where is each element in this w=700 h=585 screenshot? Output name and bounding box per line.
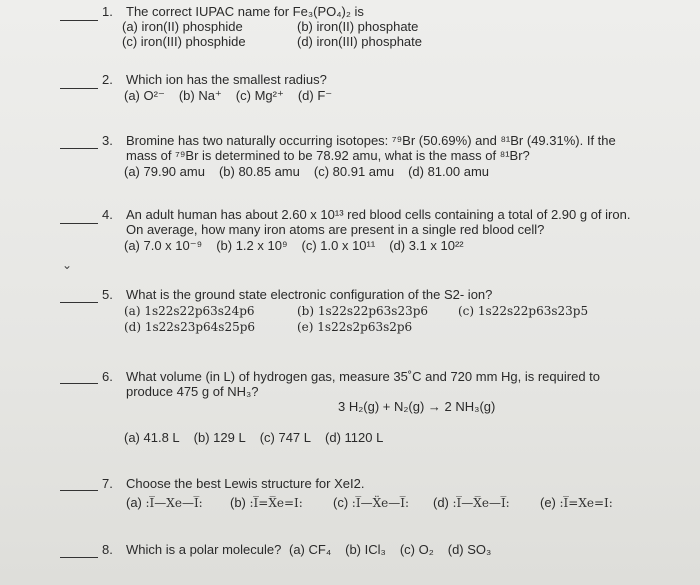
q2-option-c: (c) Mg²⁺ bbox=[235, 88, 284, 103]
q4-option-b: (b) 1.2 x 10⁹ bbox=[216, 238, 288, 253]
q8-option-c: (c) O₂ bbox=[399, 542, 434, 557]
q4-option-a: (a) 7.0 x 10⁻⁹ bbox=[124, 238, 203, 253]
answer-blank-1[interactable] bbox=[60, 20, 98, 21]
option-letter: (b) bbox=[230, 495, 246, 510]
question-3 bbox=[102, 133, 616, 148]
q1-option-d: (d) iron(III) phosphate bbox=[297, 34, 423, 49]
q3-option-b: (b) 80.85 amu bbox=[218, 164, 300, 179]
question-number: 1. bbox=[102, 4, 113, 19]
option-letter: (a) bbox=[126, 495, 142, 510]
lewis-structure-a: :I̅—Xe—I̅: bbox=[145, 496, 203, 510]
question-text-line-2: On average, how many iron atoms are present in a single red blood cell? bbox=[126, 222, 545, 237]
option-letter: (c) bbox=[333, 495, 349, 510]
q5-option-a: (a) 1s22s22p63s24p6 bbox=[124, 304, 255, 318]
lewis-structure-e: :I̅=Xe=I: bbox=[559, 496, 613, 510]
q6-options bbox=[124, 430, 397, 445]
q4-option-d: (d) 3.1 x 10²² bbox=[389, 238, 464, 253]
question-text-line-1: What volume (in L) of hydrogen gas, measure 35˚C and 720 mm Hg, is required to bbox=[126, 369, 601, 384]
lewis-structure-b: :I̅=X̅e=I: bbox=[249, 496, 303, 510]
question-text-line-1: Bromine has two naturally occurring isotopes: ⁷⁹Br (50.69%) and ⁸¹Br (49.31%). If the bbox=[126, 133, 616, 148]
q3-options bbox=[124, 164, 503, 179]
q5-option-d: (d) 1s22s23p64s25p6 bbox=[124, 320, 256, 334]
answer-blank-7[interactable] bbox=[60, 490, 98, 491]
q6-option-a: (a) 41.8 L bbox=[124, 430, 180, 445]
q6-option-b: (b) 129 L bbox=[193, 430, 246, 445]
q8-option-b: (b) ICl₃ bbox=[345, 542, 386, 557]
question-text-line-2: mass of ⁷⁹Br is determined to be 78.92 amu, what is the mass of ⁸¹Br? bbox=[126, 148, 530, 163]
question-text: Which ion has the smallest radius? bbox=[126, 72, 327, 87]
question-text-line-1: An adult human has about 2.60 x 10¹³ red blood cells containing a total of 2.90 g of iron. bbox=[126, 207, 631, 222]
question-1 bbox=[102, 4, 364, 19]
q2-option-a: (a) O²⁻ bbox=[124, 88, 165, 103]
q7-option-c bbox=[333, 495, 409, 511]
question-text: Which is a polar molecule? bbox=[126, 542, 282, 557]
q6-option-c: (c) 747 L bbox=[259, 430, 312, 445]
question-4 bbox=[102, 207, 630, 222]
question-number: 8. bbox=[102, 542, 113, 557]
q6-option-d: (d) 1120 L bbox=[325, 430, 384, 445]
q1-option-b: (b) iron(II) phosphate bbox=[297, 19, 419, 34]
question-7 bbox=[102, 476, 364, 491]
question-text: The correct IUPAC name for Fe₃(PO₄)₂ is bbox=[126, 4, 364, 19]
q8-option-a: (a) CF₄ bbox=[288, 542, 332, 557]
answer-blank-3[interactable] bbox=[60, 148, 98, 149]
q1-option-c: (c) iron(III) phosphide bbox=[122, 34, 246, 49]
q3-option-d: (d) 81.00 amu bbox=[408, 164, 490, 179]
question-number: 6. bbox=[102, 369, 113, 384]
q2-option-d: (d) F⁻ bbox=[297, 88, 333, 103]
answer-blank-8[interactable] bbox=[60, 557, 98, 558]
q2-option-b: (b) Na⁺ bbox=[178, 88, 222, 103]
question-number: 4. bbox=[102, 207, 113, 222]
question-number: 7. bbox=[102, 476, 113, 491]
q7-option-b bbox=[230, 495, 303, 511]
question-text: Choose the best Lewis structure for XeI2. bbox=[126, 476, 365, 491]
question-text-line-2: produce 475 g of NH₃? bbox=[126, 384, 259, 399]
question-number: 5. bbox=[102, 287, 113, 302]
question-6 bbox=[102, 369, 600, 384]
question-number: 3. bbox=[102, 133, 113, 148]
q4-options bbox=[124, 238, 478, 253]
q1-option-a: (a) iron(II) phosphide bbox=[122, 19, 243, 34]
answer-blank-6[interactable] bbox=[60, 383, 98, 384]
answer-blank-5[interactable] bbox=[60, 302, 98, 303]
q4-option-c: (c) 1.0 x 10¹¹ bbox=[301, 238, 376, 253]
q5-option-c: (c) 1s22s22p63s23p5 bbox=[458, 304, 589, 318]
q8-option-d: (d) SO₃ bbox=[447, 542, 492, 557]
lewis-structure-d: :I̅—X̅e—I̅: bbox=[452, 496, 510, 510]
option-letter: (e) bbox=[540, 495, 556, 510]
q7-option-e bbox=[540, 495, 613, 511]
question-number: 2. bbox=[102, 72, 113, 87]
q3-option-a: (a) 79.90 amu bbox=[124, 164, 205, 179]
answer-blank-2[interactable] bbox=[60, 88, 98, 89]
q7-option-a bbox=[126, 495, 203, 511]
option-letter: (d) bbox=[433, 495, 449, 510]
q2-options bbox=[124, 88, 346, 103]
answer-blank-4[interactable] bbox=[60, 223, 98, 224]
question-2 bbox=[102, 72, 327, 87]
question-5 bbox=[102, 287, 492, 302]
q5-option-e: (e) 1s22s2p63s2p6 bbox=[297, 320, 413, 334]
reaction-equation: 3 H₂(g) + N₂(g) → 2 NH₃(g) bbox=[338, 399, 496, 414]
q7-option-d bbox=[433, 495, 510, 511]
q5-option-b: (b) 1s22s22p63s23p6 bbox=[297, 304, 429, 318]
question-8 bbox=[102, 542, 505, 557]
q3-option-c: (c) 80.91 amu bbox=[313, 164, 395, 179]
check-mark-icon: ⌄ bbox=[62, 258, 73, 272]
lewis-structure-c: :I̅—Ẍe—I̅: bbox=[351, 496, 410, 510]
question-text: What is the ground state electronic configuration of the S2- ion? bbox=[126, 287, 493, 302]
